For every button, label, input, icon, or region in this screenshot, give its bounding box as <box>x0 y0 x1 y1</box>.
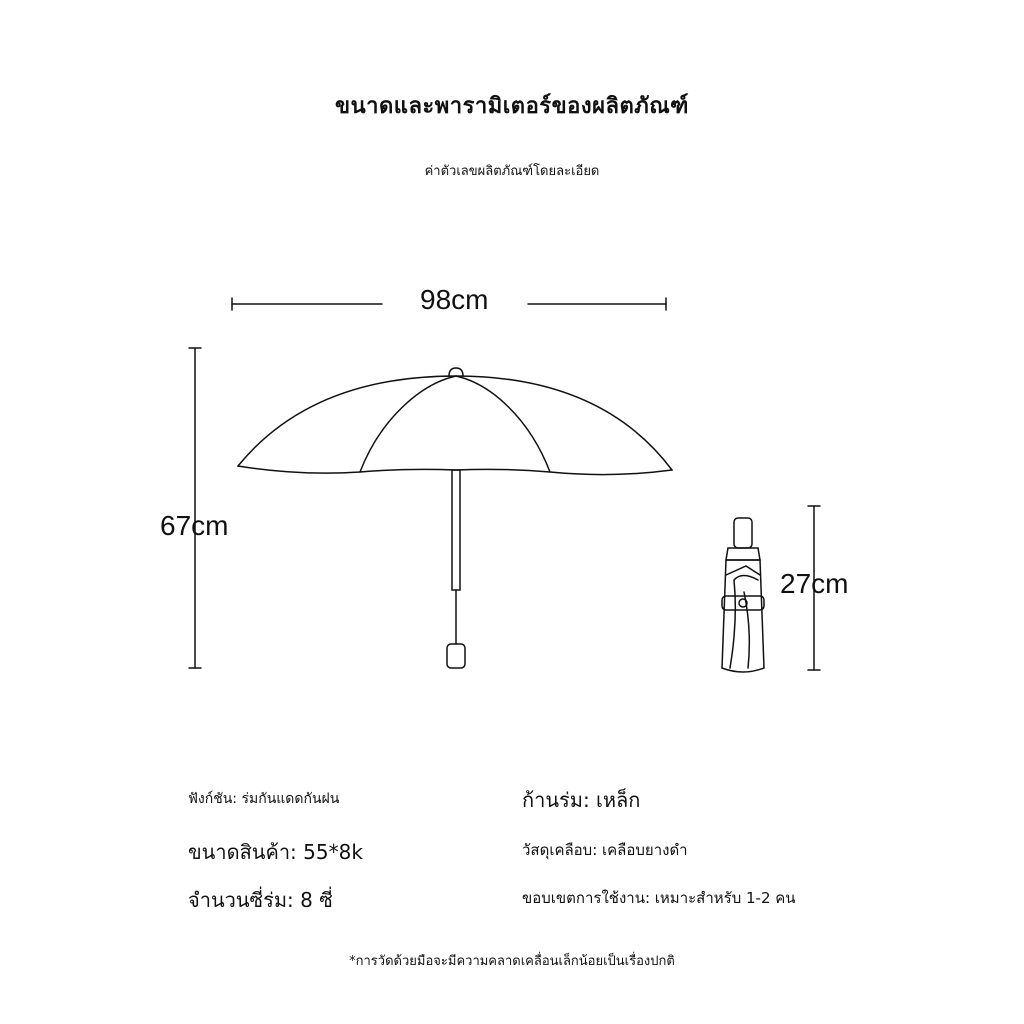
height-dimension-label: 67cm <box>160 510 229 541</box>
folded-umbrella-handle <box>734 518 752 548</box>
folded-umbrella-body <box>722 560 764 672</box>
page-title: ขนาดและพารามิเตอร์ของผลิตภัณฑ์ <box>335 94 689 119</box>
spec-usage: ขอบเขตการใช้งาน: เหมาะสำหรับ 1-2 คน <box>522 889 796 907</box>
height-dimension-line <box>189 348 201 668</box>
spec-function: ฟังก์ชัน: ร่มกันแดดกันฝน <box>188 791 340 807</box>
umbrella-canopy-outline <box>238 376 672 470</box>
umbrella-handle <box>447 644 465 668</box>
footnote: *การวัดด้วยมือจะมีความคลาดเคลื่อนเล็กน้อยเป็นเรื่องปกติ <box>349 954 675 969</box>
spec-coating: วัสดุเคลือบ: เคลือบยางดำ <box>522 841 688 859</box>
folded-umbrella-illustration <box>722 518 764 672</box>
width-dimension-label: 98cm <box>420 284 489 315</box>
umbrella-tip <box>449 368 463 376</box>
umbrella-shaft-upper <box>452 470 460 590</box>
spec-product-size: ขนาดสินค้า: 55*8k <box>188 840 363 864</box>
folded-umbrella-strap <box>722 596 764 610</box>
umbrella-rib-left <box>360 376 456 472</box>
spec-rib-material: ก้านร่ม: เหล็ก <box>522 788 641 812</box>
umbrella-rib-right <box>456 376 550 472</box>
open-umbrella-illustration <box>238 368 672 668</box>
spec-rib-count: จำนวนซี่ร่ม: 8 ซี่ <box>188 888 333 912</box>
page-subtitle: ค่าตัวเลขผลิตภัณฑ์โดยละเอียด <box>424 164 600 179</box>
folded-length-label: 27cm <box>780 568 849 599</box>
